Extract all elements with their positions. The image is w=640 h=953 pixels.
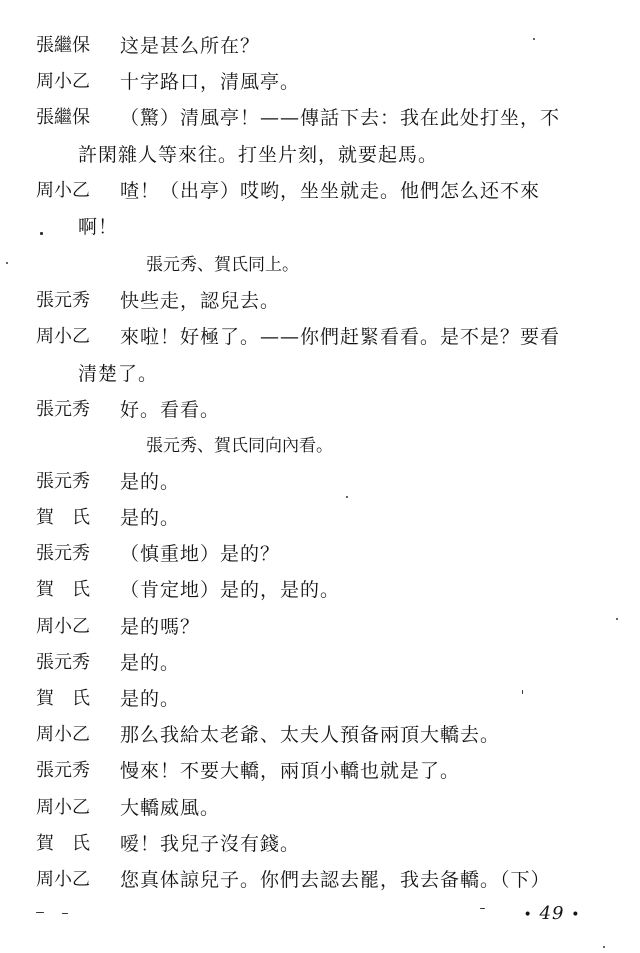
- dialogue-text: 來啦！好極了。——你們赶緊看看。是不是？要看: [120, 326, 561, 348]
- scan-speck: [616, 618, 618, 620]
- dialogue-line: [0, 644, 640, 682]
- dialogue-text: （驚）清風亭！——傳話下去：我在此处打坐，不: [120, 107, 561, 129]
- scan-speck: [603, 946, 605, 948]
- stage-direction: [0, 427, 640, 465]
- dialogue-line: [0, 391, 640, 429]
- speaker-name: 賀 氏: [36, 579, 90, 600]
- speaker-name: 張元秀: [36, 652, 90, 673]
- dialogue-text: 这是甚么所在？: [120, 35, 261, 57]
- speaker-name: 周小乙: [36, 180, 90, 201]
- dialogue-text: 快些走，認兒去。: [120, 290, 281, 312]
- dialogue-line: [0, 825, 640, 863]
- speaker-name: 周小乙: [36, 326, 90, 347]
- scan-speck: [346, 496, 348, 498]
- scan-speck: [6, 262, 8, 264]
- dialogue-text: 十字路口，清風亭。: [120, 71, 301, 93]
- speaker-name: 周小乙: [36, 869, 90, 890]
- dialogue-text: 那么我給太老爺、太夫人預备兩頂大轎去。: [120, 724, 501, 746]
- dialogue-text: 喳！（出亭）哎哟，坐坐就走。他們怎么还不來: [120, 180, 541, 202]
- scan-speck: [62, 913, 68, 914]
- dialogue-line: [0, 861, 640, 899]
- page-number: [522, 896, 582, 932]
- dialogue-text: 大轎威風。: [120, 797, 221, 819]
- speaker-name: 周小乙: [36, 797, 90, 818]
- dialogue-line: [0, 463, 640, 501]
- scan-speck: [533, 38, 535, 40]
- speaker-name: 周小乙: [36, 71, 90, 92]
- dialogue-line: [0, 172, 640, 210]
- speaker-name: 賀 氏: [36, 507, 90, 528]
- speaker-name: 賀 氏: [36, 833, 90, 854]
- dialogue-text: 是的。: [120, 471, 181, 493]
- speaker-name: 賀 氏: [36, 688, 90, 709]
- dialogue-line: [0, 680, 640, 718]
- speaker-name: 周小乙: [36, 724, 90, 745]
- speaker-name: 周小乙: [36, 616, 90, 637]
- dialogue-text: 是的。: [120, 652, 181, 674]
- page-number-value: 49: [539, 903, 565, 924]
- dialogue-text: 您真体諒兒子。你們去認去罷，我去备轎。（下）: [120, 869, 551, 891]
- dialogue-line: [0, 63, 640, 101]
- speaker-name: 張元秀: [36, 290, 90, 311]
- dialogue-text: 嗳！我兒子沒有錢。: [120, 833, 301, 855]
- dialogue-text: 是的嗎？: [120, 616, 201, 638]
- stage-direction-text: 張元秀、賀氏同向內看。: [146, 436, 333, 456]
- dialogue-line: [0, 318, 640, 356]
- continuation-line: [0, 355, 640, 393]
- scan-speck: [36, 912, 44, 913]
- dialogue-text: 清楚了。: [78, 363, 159, 385]
- dialogue-line: [0, 716, 640, 754]
- dialogue-text: 啊！: [78, 216, 119, 238]
- speaker-name: 張元秀: [36, 760, 90, 781]
- dialogue-line: [0, 535, 640, 573]
- dot-ornament: •: [571, 907, 581, 923]
- dialogue-text: （慎重地）是的？: [120, 543, 281, 565]
- speaker-name: 張繼保: [36, 35, 90, 56]
- dialogue-line: [0, 608, 640, 646]
- speaker-name: 張元秀: [36, 471, 90, 492]
- dialogue-text: （肯定地）是的，是的。: [120, 579, 341, 601]
- dialogue-line: [0, 27, 640, 65]
- dialogue-text: 許閑雜人等來往。打坐片刻，就要起馬。: [78, 144, 439, 166]
- dialogue-line: [0, 789, 640, 827]
- stage-direction: [0, 246, 640, 284]
- dialogue-line: [0, 99, 640, 137]
- continuation-line: [0, 136, 640, 174]
- dialogue-text: 慢來！不要大轎，兩頂小轎也就是了。: [120, 760, 461, 782]
- dialogue-line: [0, 571, 640, 609]
- dot-ornament: •: [523, 907, 533, 923]
- scan-speck: [522, 690, 523, 694]
- dialogue-text: 是的。: [120, 507, 181, 529]
- dialogue-line: [0, 282, 640, 320]
- speaker-name: 張元秀: [36, 399, 90, 420]
- speaker-name: 張繼保: [36, 107, 90, 128]
- speaker-name: 張元秀: [36, 543, 90, 564]
- dialogue-text: 是的。: [120, 688, 181, 710]
- continuation-line: [0, 208, 640, 246]
- dialogue-text: 好。看看。: [120, 399, 221, 421]
- scan-speck: [40, 232, 43, 235]
- dialogue-line: [0, 752, 640, 790]
- dialogue-line: [0, 499, 640, 537]
- scan-speck: [480, 908, 485, 909]
- stage-direction-text: 張元秀、賀氏同上。: [146, 255, 299, 275]
